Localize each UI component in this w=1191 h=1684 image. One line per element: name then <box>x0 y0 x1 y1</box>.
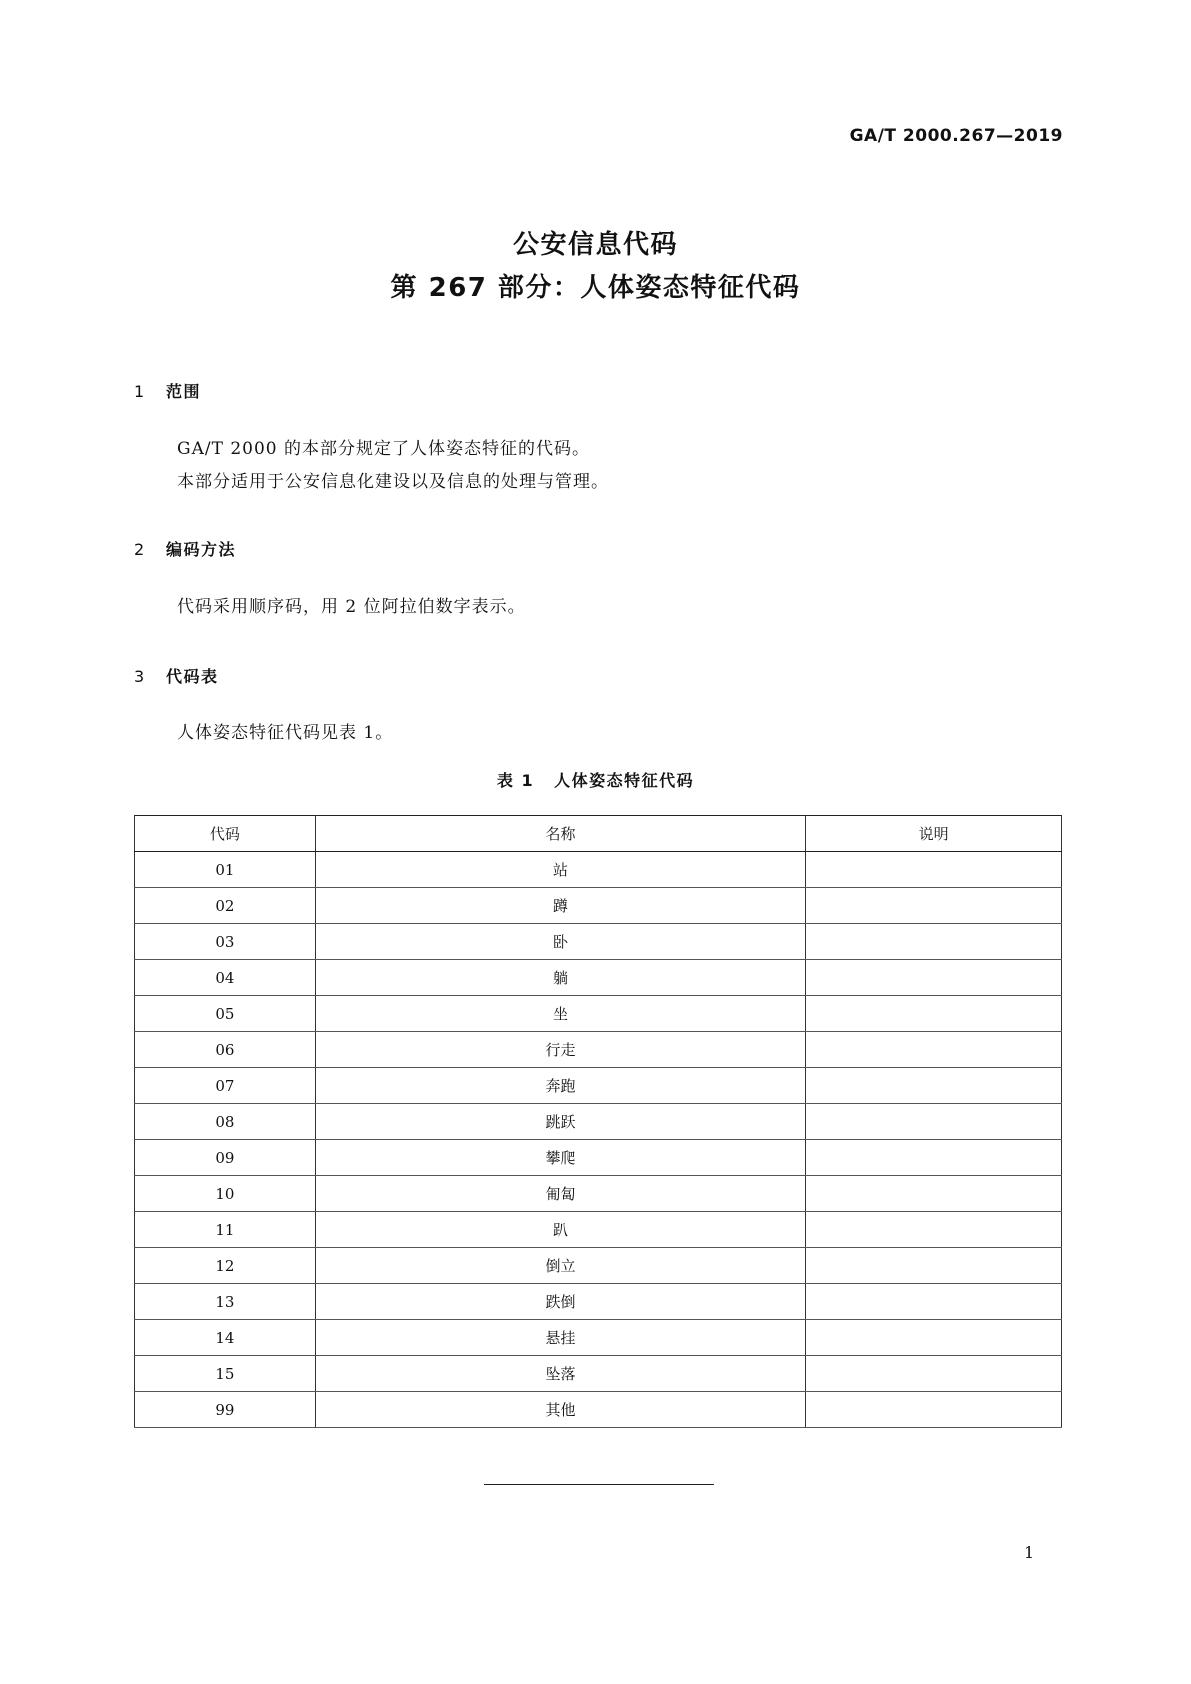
cell-code: 13 <box>135 1284 316 1320</box>
section-3-body <box>177 717 393 750</box>
table-row <box>135 1356 1062 1392</box>
cell-code: 08 <box>135 1104 316 1140</box>
paragraph: 代码采用顺序码，用 2 位阿拉伯数字表示。 <box>177 597 526 617</box>
table-row <box>135 1104 1062 1140</box>
document-title <box>0 224 1191 310</box>
table-row <box>135 852 1062 888</box>
table-row <box>135 1392 1062 1428</box>
section-1-heading <box>134 379 201 402</box>
cell-note <box>806 960 1062 996</box>
cell-code: 10 <box>135 1176 316 1212</box>
cell-name: 倒立 <box>315 1248 805 1284</box>
cell-name: 站 <box>315 852 805 888</box>
cell-note <box>806 1284 1062 1320</box>
table-header-row <box>135 816 1062 852</box>
title-line-1: 公安信息代码 <box>512 230 678 260</box>
cell-note <box>806 1212 1062 1248</box>
page-number: 1 <box>1024 1543 1035 1562</box>
cell-name: 攀爬 <box>315 1140 805 1176</box>
section-number: 1 <box>134 382 145 401</box>
table-row <box>135 1176 1062 1212</box>
column-header-code: 代码 <box>135 816 316 852</box>
cell-code: 07 <box>135 1068 316 1104</box>
cell-note <box>806 1140 1062 1176</box>
cell-note <box>806 1320 1062 1356</box>
section-title: 编码方法 <box>166 540 237 559</box>
cell-code: 15 <box>135 1356 316 1392</box>
cell-note <box>806 1392 1062 1428</box>
paragraph: 人体姿态特征代码见表 1。 <box>177 723 394 743</box>
section-3-heading <box>134 664 219 687</box>
table-row <box>135 1032 1062 1068</box>
table-caption <box>0 768 1191 791</box>
column-header-name: 名称 <box>315 816 805 852</box>
cell-name: 趴 <box>315 1212 805 1248</box>
table-row <box>135 888 1062 924</box>
title-line-2: 第 267 部分：人体姿态特征代码 <box>390 273 801 303</box>
cell-name: 躺 <box>315 960 805 996</box>
section-2-heading <box>134 537 236 560</box>
code-table <box>134 815 1062 1428</box>
cell-note <box>806 1356 1062 1392</box>
cell-name: 悬挂 <box>315 1320 805 1356</box>
paragraph: GA/T 2000 的本部分规定了人体姿态特征的代码。 <box>177 439 590 459</box>
cell-name: 卧 <box>315 924 805 960</box>
cell-code: 12 <box>135 1248 316 1284</box>
end-rule <box>484 1484 714 1485</box>
table-row <box>135 924 1062 960</box>
cell-note <box>806 996 1062 1032</box>
table-row <box>135 1140 1062 1176</box>
cell-note <box>806 1068 1062 1104</box>
cell-name: 坐 <box>315 996 805 1032</box>
table-row <box>135 1320 1062 1356</box>
cell-code: 99 <box>135 1392 316 1428</box>
cell-code: 09 <box>135 1140 316 1176</box>
table-row <box>135 1284 1062 1320</box>
cell-code: 01 <box>135 852 316 888</box>
section-2-body <box>177 591 526 624</box>
table-row <box>135 996 1062 1032</box>
table-row <box>135 1068 1062 1104</box>
cell-code: 02 <box>135 888 316 924</box>
cell-note <box>806 1248 1062 1284</box>
table-row <box>135 960 1062 996</box>
table-row <box>135 1212 1062 1248</box>
cell-name: 其他 <box>315 1392 805 1428</box>
cell-name: 跌倒 <box>315 1284 805 1320</box>
section-1-body <box>177 433 609 499</box>
table-caption-title: 人体姿态特征代码 <box>554 771 695 790</box>
cell-code: 05 <box>135 996 316 1032</box>
cell-code: 03 <box>135 924 316 960</box>
cell-name: 蹲 <box>315 888 805 924</box>
section-title: 代码表 <box>166 667 219 686</box>
section-number: 3 <box>134 667 145 686</box>
section-number: 2 <box>134 540 145 559</box>
table-caption-label: 表 1 <box>496 771 535 790</box>
column-header-note: 说明 <box>806 816 1062 852</box>
table-row <box>135 1248 1062 1284</box>
cell-note <box>806 888 1062 924</box>
cell-note <box>806 924 1062 960</box>
cell-note <box>806 1176 1062 1212</box>
cell-code: 06 <box>135 1032 316 1068</box>
cell-note <box>806 852 1062 888</box>
standard-number: GA/T 2000.267—2019 <box>849 126 1063 146</box>
cell-code: 14 <box>135 1320 316 1356</box>
cell-note <box>806 1032 1062 1068</box>
cell-name: 奔跑 <box>315 1068 805 1104</box>
cell-code: 04 <box>135 960 316 996</box>
cell-name: 坠落 <box>315 1356 805 1392</box>
paragraph: 本部分适用于公安信息化建设以及信息的处理与管理。 <box>177 472 609 492</box>
table-body <box>135 852 1062 1428</box>
cell-name: 匍匐 <box>315 1176 805 1212</box>
cell-code: 11 <box>135 1212 316 1248</box>
cell-note <box>806 1104 1062 1140</box>
cell-name: 跳跃 <box>315 1104 805 1140</box>
section-title: 范围 <box>166 382 202 401</box>
cell-name: 行走 <box>315 1032 805 1068</box>
